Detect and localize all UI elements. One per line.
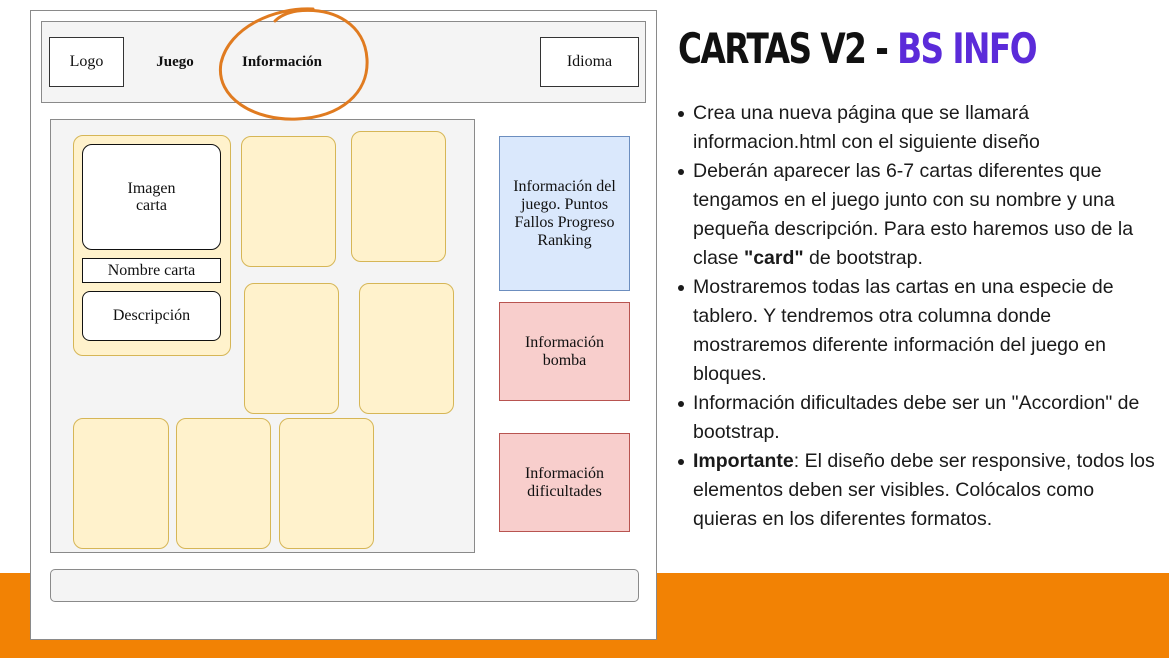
bullet-4-text: Información dificultades debe ser un "Accordion" de bootstrap. (693, 392, 1140, 443)
info-bomb-block: Información bomba (499, 302, 630, 401)
bullet-5-important: Importante (693, 450, 794, 472)
bullet-2 (676, 157, 1156, 273)
bullet-2-card-keyword: "card" (743, 247, 804, 269)
card-image-placeholder: Imagen carta (82, 144, 221, 250)
footer-bar (50, 569, 639, 602)
info-game-block: Información del juego. Puntos Fallos Progreso Ranking (499, 136, 630, 291)
card-6 (73, 418, 169, 549)
title-main: CARTAS V2 - (678, 24, 898, 73)
card-name-label: Nombre carta (82, 258, 221, 283)
bullet-1-text: Crea una nueva página que se llamará informacion.html con el siguiente diseño (693, 102, 1040, 153)
info-difficulty-block: Información dificultades (499, 433, 630, 532)
card-8 (279, 418, 374, 549)
wireframe-mockup (30, 10, 657, 640)
card-3 (351, 131, 446, 262)
bullet-4 (676, 389, 1156, 447)
bullet-2-text-a: Deberán aparecer las 6-7 cartas diferentes que tengamos en el juego junto con su nombre y una pequeña descripción. Para esto haremos uso de la clase (693, 160, 1134, 269)
instructions-list (676, 99, 1156, 534)
title-accent: BS INFO (897, 24, 1037, 73)
bullet-5 (676, 447, 1156, 534)
nav-link-juego: Juego (156, 53, 194, 70)
nav-link-informacion: Información (242, 53, 322, 70)
bullet-1 (676, 99, 1156, 157)
bullet-3 (676, 273, 1156, 389)
bullet-5-text: : El diseño debe ser responsive, todos los elementos deben ser visibles. Colócalos como quieras en los diferentes formatos. (693, 450, 1155, 530)
card-5 (359, 283, 454, 414)
card-4 (244, 283, 339, 414)
highlight-circle-icon (215, 3, 373, 127)
bullet-2-text-c: de bootstrap. (803, 247, 923, 269)
slide-title (678, 24, 1036, 73)
bullet-3-text: Mostraremos todas las cartas en una especie de tablero. Y tendremos otra columna donde mostraremos diferente información del juego en bloques. (693, 276, 1114, 385)
card-description: Descripción (82, 291, 221, 341)
card-2 (241, 136, 336, 267)
card-7 (176, 418, 271, 549)
language-box: Idioma (540, 37, 639, 87)
logo-box: Logo (49, 37, 124, 87)
